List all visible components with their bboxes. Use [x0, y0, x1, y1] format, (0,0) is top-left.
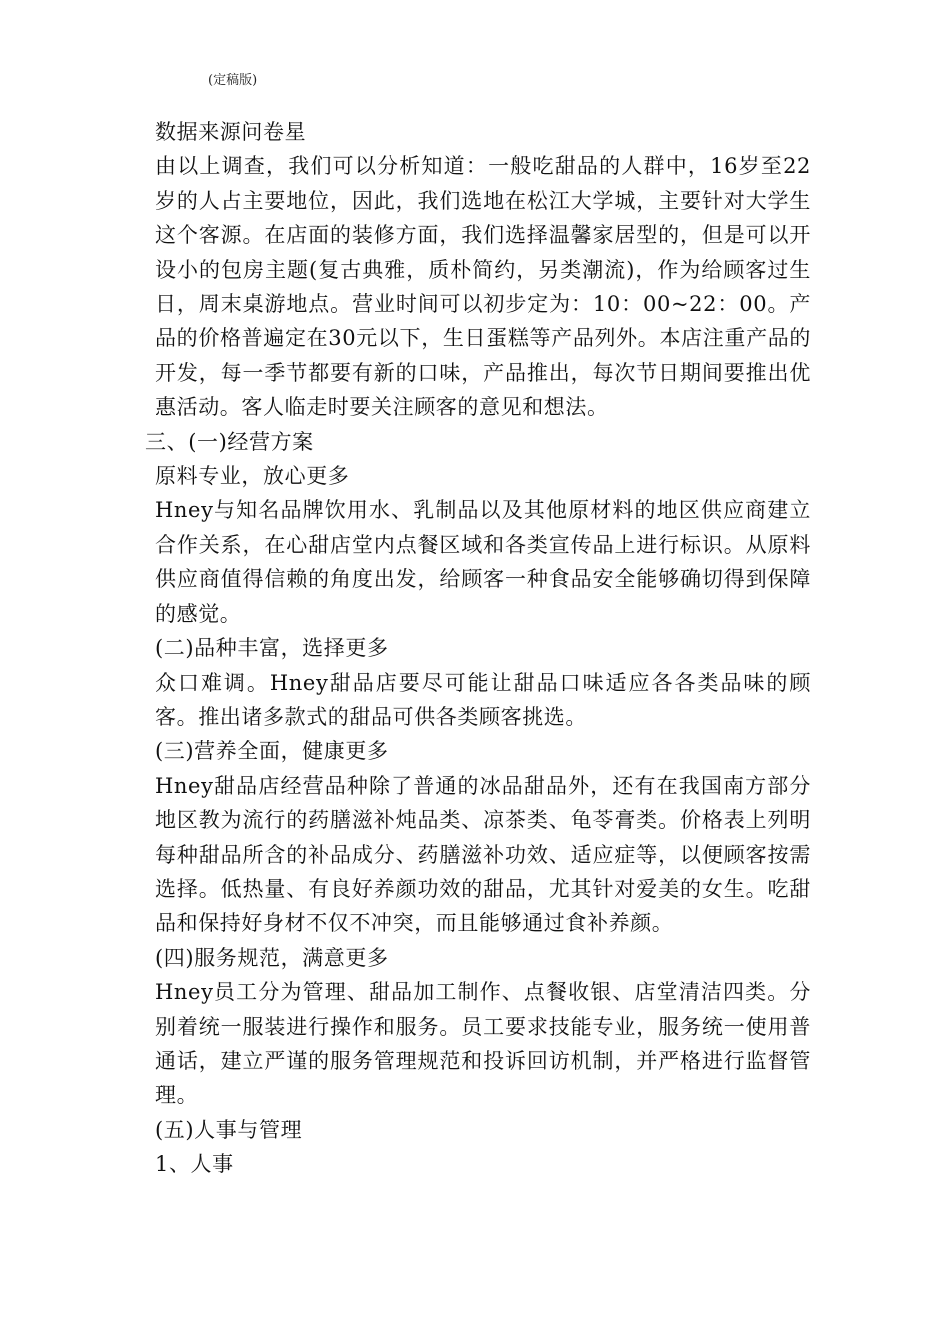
ingredients-paragraph: Hney与知名品牌饮用水、乳制品以及其他原材料的地区供应商建立合作关系，在心甜店堂内点餐区域和各类宣传品上进行标识。从原料供应商值得信赖的角度出发，给顾客一种食品安全能够确切得到保障的感觉。 — [155, 498, 811, 626]
subheading-hr: 1、人事 — [155, 1152, 234, 1177]
nutrition-paragraph: Hney甜品店经营品种除了普通的冰品甜品外，还有在我国南方部分地区教为流行的药膳滋补炖品类、凉茶类、龟苓膏类。价格表上列明每种甜品所含的补品成分、药膳滋补功效、适应症等，以便顾客按需选择。低热量、有良好养颜功效的甜品，尤其针对爱美的女生。吃甜品和保持好身材不仅不冲突，而且能够通过食补养颜。 — [155, 773, 811, 936]
source-line: 数据来源问卷星 — [155, 120, 307, 144]
subheading-nutrition: (三)营养全面，健康更多 — [155, 739, 389, 764]
version-note: (定稿版) — [208, 73, 258, 88]
document-body — [145, 115, 811, 1182]
service-paragraph: Hney员工分为管理、甜品加工制作、点餐收银、店堂清洁四类。分别着统一服装进行操作和服务。员工要求技能专业，服务统一使用普通话，建立严谨的服务管理规范和投诉回访机制，并严格进行监督管理。 — [155, 980, 811, 1108]
subheading-personnel: (五)人事与管理 — [155, 1117, 303, 1142]
variety-paragraph: 众口难调。Hney甜品店要尽可能让甜品口味适应各各类品味的顾客。推出诸多款式的甜品可供各类顾客挑选。 — [155, 670, 811, 729]
section-heading-business-plan: 三、(一)经营方案 — [145, 429, 314, 454]
subheading-service: (四)服务规范，满意更多 — [155, 945, 389, 970]
subheading-variety: (二)品种丰富，选择更多 — [155, 636, 389, 661]
subheading-ingredients: 原料专业，放心更多 — [155, 464, 350, 489]
survey-analysis-paragraph: 由以上调查，我们可以分析知道：一般吃甜品的人群中，16岁至22岁的人占主要地位，因此，我们选地在松江大学城，主要针对大学生这个客源。在店面的装修方面，我们选择温馨家居型的，但是可以开设小的包房主题(复古典雅，质朴简约，另类潮流)，作为给顾客过生日，周末桌游地点。营业时间可以初步定为：10：00~22：00。产品的价格普遍定在30元以下，生日蛋糕等产品列外。本店注重产品的开发，每一季节都要有新的口味，产品推出，每次节日期间要推出优惠活动。客人临走时要关注顾客的意见和想法。 — [155, 154, 811, 420]
